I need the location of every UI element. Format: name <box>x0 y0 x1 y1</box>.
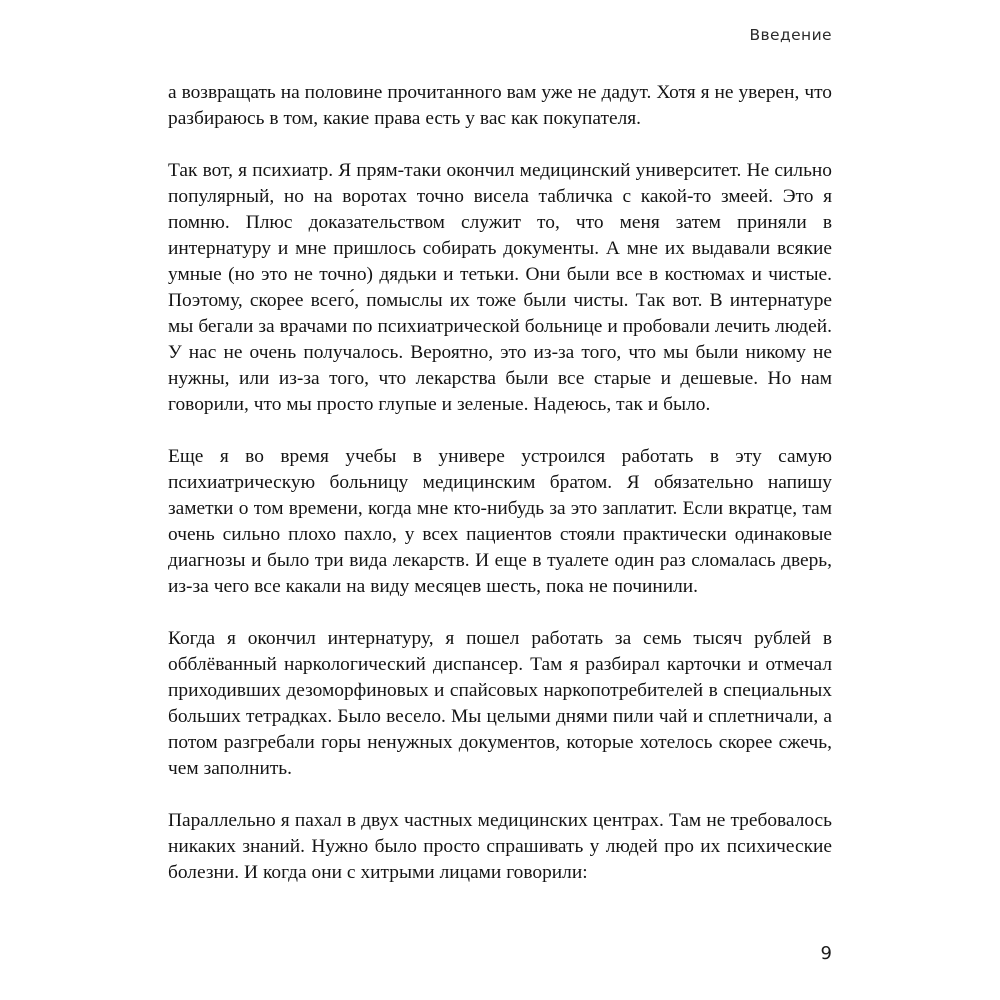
paragraph: Так вот, я психиатр. Я прям-таки окончил медицинский университет. Не сильно популярный, но на воротах точно висела табличка с какой-то змеей. Это я помню. Плюс доказательством служит то, что меня затем приняли в интернатуру и мне пришлось собирать документы. А мне их выдавали всякие умные (но это не точно) дядьки и тетьки. Они были все в костюмах и чистые. Поэтому, скорее всего́, помыслы их тоже были чисты. Так вот. В интернатуре мы бегали за врачами по психиатрической больнице и пробовали лечить людей. У нас не очень получалось. Вероятно, это из-за того, что мы были никому не нужны, или из-за того, что лекарства были все старые и дешевые. Но нам говорили, что мы просто глупые и зеленые. Надеюсь, так и было. <box>168 160 832 415</box>
body-text-block <box>168 80 832 886</box>
paragraph: Еще я во время учебы в универе устроился работать в эту самую психиатрическую больницу медицинским братом. Я обязательно напишу заметки о том времени, когда мне кто-нибудь за это заплатит. Если вкратце, там очень сильно плохо пахло, у всех пациентов стояли практически одинаковые диагнозы и было три вида лекарств. И еще в туалете один раз сломалась дверь, из-за чего все какали на виду месяцев шесть, пока не починили. <box>168 446 832 597</box>
running-head: Введение <box>749 26 832 44</box>
page-number: 9 <box>820 943 832 964</box>
paragraph: а возвращать на половине прочитанного вам уже не дадут. Хотя я не уверен, что разбираюсь в том, какие права есть у вас как покупателя. <box>168 82 832 129</box>
paragraph: Когда я окончил интернатуру, я пошел работать за семь тысяч рублей в обблёванный наркологический диспансер. Там я разбирал карточки и отмечал приходивших дезоморфиновых и спайсовых наркопотребителей в специальных больших тетрадках. Было весело. Мы целыми днями пили чай и сплетничали, а потом разгребали горы ненужных документов, которые хотелось скорее сжечь, чем заполнить. <box>168 628 832 779</box>
paragraph: Параллельно я пахал в двух частных медицинских центрах. Там не требовалось никаких знаний. Нужно было просто спрашивать у людей про их психические болезни. И когда они с хитрыми лицами говорили: <box>168 810 832 883</box>
